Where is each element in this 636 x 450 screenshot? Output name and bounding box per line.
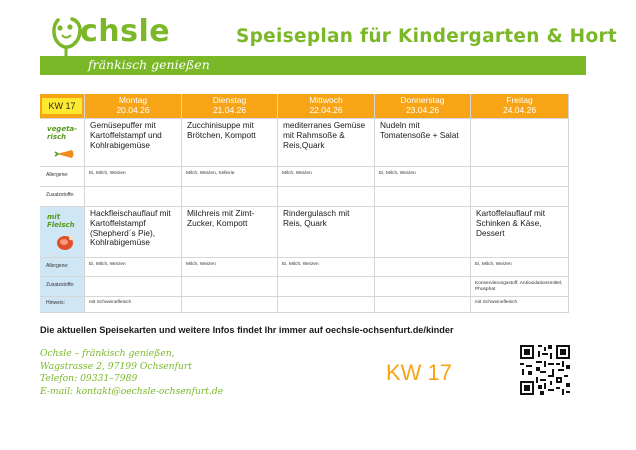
allergens-meat-friday: Ei, Milch, Weizen — [471, 258, 569, 277]
carrot-icon — [54, 148, 76, 160]
hint-thursday — [375, 297, 471, 313]
dish-meat-tuesday: Milchreis mit Zimt-Zucker, Kompott — [182, 207, 278, 258]
logo-wordmark: chsle — [80, 14, 171, 49]
category-meat — [40, 207, 85, 258]
additives-veg-monday — [85, 187, 182, 207]
additives-meat-wednesday — [278, 277, 375, 297]
day-name: Dienstag — [212, 95, 247, 105]
allergens-meat-wednesday: Ei, Milch, Weizen — [278, 258, 375, 277]
hint-tuesday — [182, 297, 278, 313]
week-badge: KW 17 — [42, 98, 82, 114]
day-header-wednesday — [278, 94, 375, 119]
allergens-veg-wednesday: Milch, Weizen — [278, 167, 375, 187]
day-date: 24.04.26 — [502, 105, 537, 115]
category-label — [47, 213, 75, 229]
allergens-meat-thursday — [375, 258, 471, 277]
logo-tagline: fränkisch genießen — [88, 57, 210, 72]
dish-meat-thursday — [375, 207, 471, 258]
day-header-monday — [85, 94, 182, 119]
additives-meat-thursday — [375, 277, 471, 297]
dish-veg-thursday: Nudeln mit Tomatensoße + Salat — [375, 119, 471, 167]
dish-meat-monday: Hackfleischauflauf mit Kartoffelstampf (Shepherd´s Pie), Kohlrabigemüse — [85, 207, 182, 258]
day-date: 23.04.26 — [405, 105, 440, 115]
qr-code[interactable] — [520, 345, 570, 395]
additives-label: Zusatzstoffe: — [40, 187, 85, 207]
day-name: Mittwoch — [309, 95, 343, 105]
additives-veg-tuesday — [182, 187, 278, 207]
contact-name: Ochsle – fränkisch genießen, — [40, 348, 175, 359]
hint-monday: mit Schweinefleisch — [85, 297, 182, 313]
day-name: Donnerstag — [400, 95, 445, 105]
header-green-bar — [40, 56, 586, 75]
category-label — [47, 125, 77, 141]
menu-table — [40, 94, 569, 313]
additives-meat-friday: Konservierungsstoff, Antioxidationsmittel, Phosphat — [471, 277, 569, 297]
day-date: 21.04.26 — [212, 105, 247, 115]
hint-friday: mit Schweinefleisch — [471, 297, 569, 313]
category-label-line: mit — [47, 213, 61, 221]
allergens-meat-monday: Ei, Milch, Weizen — [85, 258, 182, 277]
allergens-veg-friday — [471, 167, 569, 187]
category-label-line: risch — [47, 133, 67, 141]
hint-label: Hinweis: — [40, 297, 85, 313]
additives-meat-monday — [85, 277, 182, 297]
allergens-meat-tuesday: Milch, Weizen — [182, 258, 278, 277]
dish-veg-wednesday: mediterranes Gemüse mit Rahmsoße & Reis,Quark — [278, 119, 375, 167]
contact-address: Wagstrasse 2, 97199 Ochsenfurt — [40, 360, 192, 372]
contact-phone: Telefon: 09331–7989 — [40, 373, 138, 384]
ham-icon — [55, 233, 75, 251]
dish-veg-friday — [471, 119, 569, 167]
allergens-label: Allergene: — [40, 258, 85, 277]
dish-meat-friday: Kartoffelauflauf mit Schinken & Käse, Dessert — [471, 207, 569, 258]
day-name: Montag — [118, 95, 148, 105]
additives-meat-tuesday — [182, 277, 278, 297]
info-line: Die aktuellen Speisekarten und weitere Infos findet Ihr immer auf oechsle-ochsenfurt.de/kinder — [40, 325, 454, 335]
day-header-thursday — [375, 94, 471, 119]
day-header-tuesday — [182, 94, 278, 119]
additives-veg-thursday — [375, 187, 471, 207]
day-date: 20.04.26 — [116, 105, 150, 115]
category-label-line: Fleisch — [47, 221, 75, 229]
dish-veg-tuesday: Zucchinisuppe mit Brötchen, Kompott — [182, 119, 278, 167]
allergens-veg-monday: Ei, Milch, Weizen — [85, 167, 182, 187]
day-header-friday — [471, 94, 569, 119]
contact-block — [40, 348, 223, 398]
dish-veg-monday: Gemüsepuffer mit Kartoffelstampf und Kohlrabigemüse — [85, 119, 182, 167]
category-label-line: vegeta- — [47, 125, 78, 133]
hint-wednesday — [278, 297, 375, 313]
page-title: Speiseplan für Kindergarten & Hort — [236, 26, 618, 47]
contact-email[interactable]: E-mail: kontakt@oechsle-ochsenfurt.de — [40, 385, 224, 397]
allergens-label: Allergene: — [40, 167, 85, 187]
week-header-cell — [40, 94, 85, 119]
day-date: 22.04.26 — [309, 105, 343, 115]
category-vegetarian — [40, 119, 85, 167]
additives-veg-friday — [471, 187, 569, 207]
footer-week-label: KW 17 — [386, 360, 453, 385]
additives-veg-wednesday — [278, 187, 375, 207]
allergens-veg-tuesday: Milch, Weizen, Sellerie — [182, 167, 278, 187]
allergens-veg-thursday: Ei, Milch, Weizen — [375, 167, 471, 187]
additives-label: Zusatzstoffe: — [40, 277, 85, 297]
day-name: Freitag — [506, 95, 533, 105]
dish-meat-wednesday: Rindergulasch mit Reis, Quark — [278, 207, 375, 258]
